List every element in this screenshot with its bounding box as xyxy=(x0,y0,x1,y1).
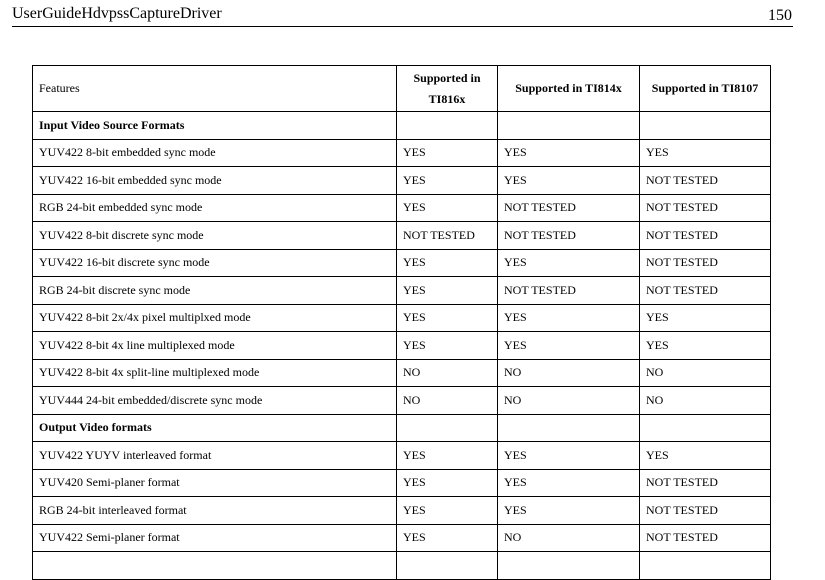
table-row xyxy=(33,277,771,305)
ti816x-support-cell: NOT TESTED xyxy=(397,222,498,250)
ti816x-support-cell: YES xyxy=(397,524,498,552)
ti814x-support-cell: YES xyxy=(498,497,640,525)
feature-cell: YUV422 8-bit discrete sync mode xyxy=(33,222,397,250)
ti816x-support-cell: YES xyxy=(397,277,498,305)
section-header-row xyxy=(33,112,771,140)
ti8107-support-cell: NO xyxy=(640,359,771,387)
ti816x-support-cell: YES xyxy=(397,167,498,195)
ti816x-support-cell xyxy=(397,414,498,442)
ti8107-support-cell: YES xyxy=(640,139,771,167)
feature-cell: YUV422 8-bit 2x/4x pixel multiplxed mode xyxy=(33,304,397,332)
ti814x-support-cell: NO xyxy=(498,359,640,387)
ti814x-support-cell: YES xyxy=(498,249,640,277)
ti814x-support-cell: YES xyxy=(498,442,640,470)
feature-cell: YUV444 24-bit embedded/discrete sync mode xyxy=(33,387,397,415)
feature-cell: RGB 24-bit discrete sync mode xyxy=(33,277,397,305)
page-header xyxy=(12,0,793,27)
ti8107-support-cell xyxy=(640,112,771,140)
ti816x-support-cell: YES xyxy=(397,497,498,525)
ti816x-support-cell: YES xyxy=(397,332,498,360)
table-header-row xyxy=(33,66,771,112)
ti8107-support-cell: YES xyxy=(640,442,771,470)
feature-cell: YUV420 Semi-planer format xyxy=(33,469,397,497)
ti8107-support-cell: NOT TESTED xyxy=(640,277,771,305)
feature-cell: YUV422 YUYV interleaved format xyxy=(33,442,397,470)
column-header-ti814x: Supported in TI814x xyxy=(498,66,640,112)
page-number: 150 xyxy=(768,7,792,24)
ti816x-support-cell: YES xyxy=(397,139,498,167)
table-row xyxy=(33,359,771,387)
column-header-ti816x: Supported in TI816x xyxy=(397,66,498,112)
ti8107-support-cell: NOT TESTED xyxy=(640,469,771,497)
ti8107-support-cell: NOT TESTED xyxy=(640,167,771,195)
table-row xyxy=(33,167,771,195)
ti814x-support-cell: YES xyxy=(498,139,640,167)
ti816x-support-cell: YES xyxy=(397,469,498,497)
ti816x-support-cell: NO xyxy=(397,359,498,387)
table-row xyxy=(33,332,771,360)
section-header-row xyxy=(33,414,771,442)
table-row xyxy=(33,222,771,250)
ti814x-support-cell: NOT TESTED xyxy=(498,277,640,305)
ti8107-support-cell: YES xyxy=(640,332,771,360)
ti816x-support-cell: NO xyxy=(397,387,498,415)
table-row xyxy=(33,139,771,167)
ti814x-support-cell: YES xyxy=(498,469,640,497)
feature-cell: YUV422 Semi-planer format xyxy=(33,524,397,552)
ti814x-support-cell: YES xyxy=(498,304,640,332)
column-header-ti8107: Supported in TI8107 xyxy=(640,66,771,112)
table-row xyxy=(33,304,771,332)
table-row xyxy=(33,194,771,222)
feature-cell: YUV422 8-bit 4x split-line multiplexed mode xyxy=(33,359,397,387)
ti816x-support-cell: YES xyxy=(397,194,498,222)
ti816x-support-cell xyxy=(397,112,498,140)
section-label: Input Video Source Formats xyxy=(33,112,397,140)
document-title: UserGuideHdvpssCaptureDriver xyxy=(12,5,222,22)
ti816x-support-cell: YES xyxy=(397,249,498,277)
feature-cell: YUV422 16-bit discrete sync mode xyxy=(33,249,397,277)
ti8107-support-cell: NOT TESTED xyxy=(640,524,771,552)
table-row xyxy=(33,249,771,277)
ti8107-support-cell: NOT TESTED xyxy=(640,222,771,250)
ti814x-support-cell: NO xyxy=(498,524,640,552)
ti8107-support-cell: NO xyxy=(640,387,771,415)
table-row xyxy=(33,469,771,497)
feature-cell: YUV422 8-bit 4x line multiplexed mode xyxy=(33,332,397,360)
ti814x-support-cell xyxy=(498,112,640,140)
feature-cell: YUV422 16-bit embedded sync mode xyxy=(33,167,397,195)
feature-cell: YUV422 8-bit embedded sync mode xyxy=(33,139,397,167)
ti814x-support-cell: YES xyxy=(498,167,640,195)
ti814x-support-cell: NOT TESTED xyxy=(498,222,640,250)
ti814x-support-cell: NOT TESTED xyxy=(498,194,640,222)
ti8107-support-cell: YES xyxy=(640,304,771,332)
table-row xyxy=(33,442,771,470)
ti814x-support-cell: NO xyxy=(498,387,640,415)
features-table xyxy=(32,65,771,580)
ti8107-support-cell xyxy=(640,414,771,442)
table-body xyxy=(33,112,771,580)
table-row xyxy=(33,387,771,415)
ti814x-support-cell xyxy=(498,414,640,442)
ti8107-support-cell: NOT TESTED xyxy=(640,497,771,525)
section-label: Output Video formats xyxy=(33,414,397,442)
ti8107-support-cell: NOT TESTED xyxy=(640,194,771,222)
ti816x-support-cell: YES xyxy=(397,442,498,470)
ti8107-support-cell: NOT TESTED xyxy=(640,249,771,277)
table-row xyxy=(33,524,771,552)
table-row xyxy=(33,497,771,525)
column-header-features: Features xyxy=(33,66,397,112)
feature-cell: RGB 24-bit embedded sync mode xyxy=(33,194,397,222)
ti814x-support-cell: YES xyxy=(498,332,640,360)
feature-cell: RGB 24-bit interleaved format xyxy=(33,497,397,525)
ti816x-support-cell: YES xyxy=(397,304,498,332)
